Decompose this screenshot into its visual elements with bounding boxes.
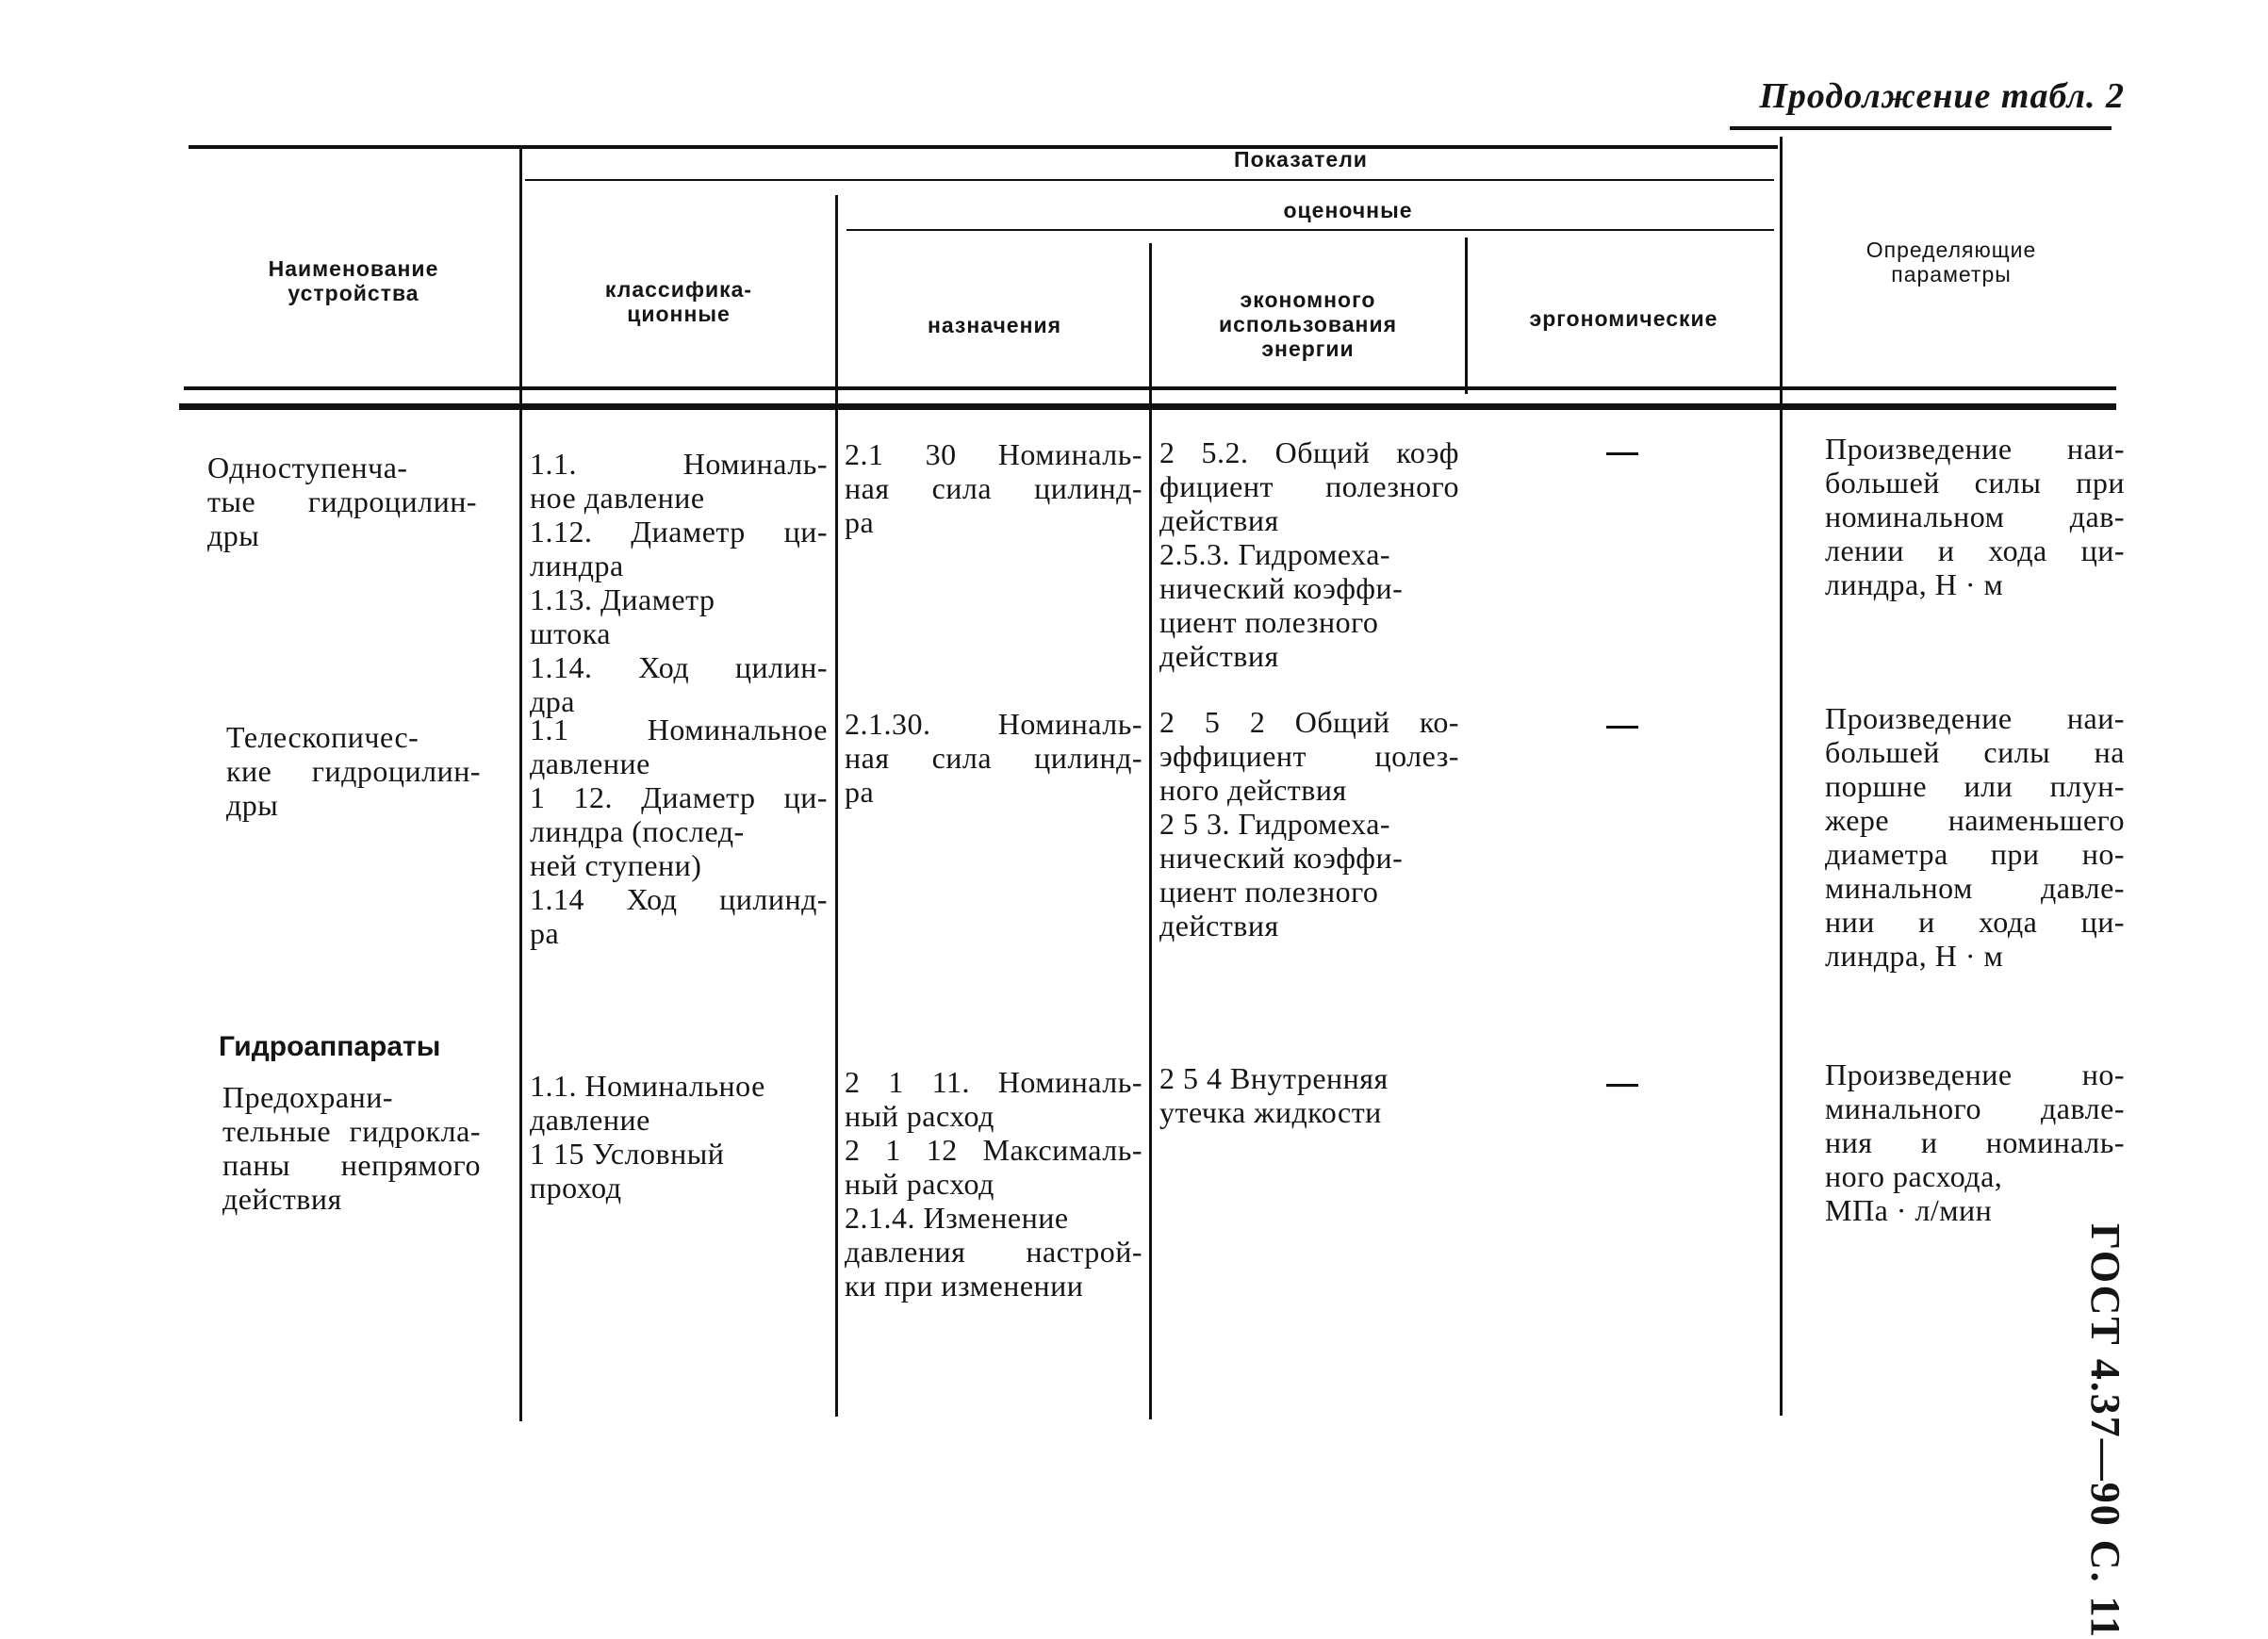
rule-evaluative — [846, 229, 1774, 231]
group-row-name — [222, 1080, 481, 1216]
row1-energy-line: 2 5.2. Общий коэф — [1159, 435, 1459, 469]
row1-class-line: ное давление — [530, 481, 705, 515]
row1-defining — [1825, 432, 2125, 601]
row1-class-line: 1.13. Диаметр — [530, 582, 715, 616]
group-class-line: проход — [530, 1171, 622, 1205]
group-row-defining — [1825, 1057, 2125, 1227]
header-defining-params: Определяющие параметры — [1865, 238, 2037, 287]
row2-purpose-line: ра — [845, 775, 875, 809]
group-title: Гидроаппараты — [219, 1031, 441, 1062]
group-class-line: давление — [530, 1103, 650, 1137]
group-name-line: действия — [222, 1182, 342, 1216]
group-purpose-line: 2.1.4. Изменение — [845, 1201, 1069, 1235]
group-energy-line: 2 5 4 Внутренняя — [1159, 1061, 1389, 1095]
row2-energy-line: циент полезного — [1159, 875, 1379, 909]
group-defining-line: ния и номиналь- — [1825, 1125, 2125, 1159]
header-device-name: Наименование устройства — [268, 256, 439, 305]
row2-class-line: линдра (послед- — [530, 814, 745, 848]
rule-top-right — [1730, 126, 2112, 130]
row2-name-line: дры — [226, 788, 279, 822]
row1-energy-line: действия — [1159, 639, 1279, 673]
row1-class-line: 1.14. Ход цилин- — [530, 650, 828, 684]
group-ergonomic-dash — [1606, 1084, 1638, 1087]
row2-class-line: 1.14 Ход цилинд- — [530, 882, 828, 916]
row2-class-line: 1.1 Номинальное — [530, 713, 828, 746]
group-name-line: тельные гидрокла- — [222, 1114, 481, 1148]
row1-purpose-line: 2.1 30 Номиналь- — [845, 437, 1142, 471]
header-evaluative: оценочные — [1283, 198, 1413, 222]
group-purpose-line: ный расход — [845, 1099, 994, 1133]
row2-classification — [530, 713, 828, 950]
row1-classification — [530, 447, 828, 718]
col-divider-4 — [1465, 238, 1468, 394]
row1-energy-line: фициент полезного — [1159, 469, 1459, 503]
row1-purpose-line: ная сила цилинд- — [845, 471, 1142, 505]
header-energy: экономного использования энергии — [1218, 287, 1398, 361]
row2-defining — [1825, 701, 2125, 973]
header-ergonomic: эргономические — [1529, 306, 1718, 331]
row2-energy-line: эффициент цолез- — [1159, 739, 1459, 773]
group-purpose-line: 2 1 12 Максималь- — [845, 1133, 1142, 1167]
col-divider-2 — [835, 195, 838, 1417]
row1-name-line: тые гидроцилин- — [207, 484, 477, 518]
group-row-classification — [530, 1069, 813, 1205]
group-purpose-line: ки при изменении — [845, 1269, 1084, 1303]
row2-energy — [1159, 705, 1459, 942]
row1-defining-line: линдра, Н · м — [1825, 567, 2004, 601]
row2-defining-line: линдра, Н · м — [1825, 939, 2004, 973]
row1-energy-line: 2.5.3. Гидромеха- — [1159, 537, 1391, 571]
row2-defining-line: диаметра при но- — [1825, 837, 2125, 871]
row1-energy-line: циент полезного — [1159, 605, 1379, 639]
rule-header-bottom-2 — [179, 403, 2116, 410]
row2-name-line: кие гидроцилин- — [226, 754, 481, 788]
rule-indicators — [525, 179, 1774, 181]
row2-class-line: 1 12. Диаметр ци- — [530, 780, 828, 814]
col-divider-5 — [1780, 137, 1783, 1416]
group-energy-line: утечка жидкости — [1159, 1095, 1382, 1129]
group-defining-line: МПа · л/мин — [1825, 1193, 1993, 1227]
row2-name — [226, 720, 481, 822]
row1-defining-line: номинальном дав- — [1825, 500, 2125, 533]
group-purpose-line: давления настрой- — [845, 1235, 1142, 1269]
row2-energy-line: 2 5 3. Гидромеха- — [1159, 807, 1391, 841]
col-divider-3 — [1149, 243, 1152, 1419]
row1-class-line: штока — [530, 616, 611, 650]
row1-purpose-line: ра — [845, 505, 875, 539]
row2-class-line: ра — [530, 916, 560, 950]
group-purpose-line: ный расход — [845, 1167, 994, 1201]
group-defining-line: минального давле- — [1825, 1091, 2125, 1125]
row2-defining-line: поршне или плун- — [1825, 769, 2125, 803]
row1-ergonomic-dash — [1606, 452, 1638, 455]
row1-defining-line: Произведение наи- — [1825, 432, 2125, 466]
group-name-line: паны непрямого — [222, 1148, 481, 1182]
row2-purpose-line: 2.1.30. Номиналь- — [845, 707, 1142, 741]
row2-purpose-line: ная сила цилинд- — [845, 741, 1142, 775]
row2-ergonomic-dash — [1606, 726, 1638, 729]
group-defining-line: ного расхода, — [1825, 1159, 2003, 1193]
row2-defining-line: минальном давле- — [1825, 871, 2125, 905]
row1-purpose — [845, 437, 1142, 539]
row2-energy-line: нический коэффи- — [1159, 841, 1404, 875]
row2-defining-line: нии и хода ци- — [1825, 905, 2125, 939]
header-indicators: Показатели — [1234, 147, 1368, 172]
group-class-line: 1 15 Условный — [530, 1137, 725, 1171]
row1-name-line: дры — [207, 518, 260, 552]
group-class-line: 1.1. Номинальное — [530, 1069, 765, 1103]
row1-class-line: 1.1. Номиналь- — [530, 447, 828, 481]
row1-energy-line: нический коэффи- — [1159, 571, 1404, 605]
group-row-purpose — [845, 1065, 1142, 1303]
row2-defining-line: Произведение наи- — [1825, 701, 2125, 735]
row2-energy-line: действия — [1159, 909, 1279, 942]
header-purpose: назначения — [927, 313, 1062, 337]
row1-energy — [1159, 435, 1459, 673]
row1-name — [207, 451, 477, 552]
group-defining-line: Произведение но- — [1825, 1057, 2125, 1091]
row1-name-line: Одноступенча- — [207, 451, 408, 484]
row1-defining-line: лении и хода ци- — [1825, 533, 2125, 567]
row2-defining-line: большей силы на — [1825, 735, 2125, 769]
row2-class-line: ней ступени) — [530, 848, 702, 882]
row1-class-line: линдра — [530, 549, 624, 582]
group-name-line: Предохрани- — [222, 1080, 393, 1114]
row2-defining-line: жере наименьшего — [1825, 803, 2125, 837]
row2-purpose — [845, 707, 1142, 809]
col-divider-1 — [519, 147, 522, 1421]
side-label-text: ГОСТ 4.37—90 С. 11 — [2082, 1223, 2128, 1639]
row1-energy-line: действия — [1159, 503, 1279, 537]
header-classification: классифика- ционные — [604, 277, 753, 326]
group-row-energy — [1159, 1061, 1442, 1129]
row2-class-line: давление — [530, 746, 650, 780]
row1-class-line: 1.12. Диаметр ци- — [530, 515, 828, 549]
continuation-label: Продолжение табл. 2 — [1759, 76, 2125, 116]
row2-energy-line: 2 5 2 Общий ко- — [1159, 705, 1459, 739]
row2-name-line: Телескопичес- — [226, 720, 419, 754]
group-purpose-line: 2 1 11. Номиналь- — [845, 1065, 1142, 1099]
row1-defining-line: большей силы при — [1825, 466, 2125, 500]
row1-class-line: дра — [530, 684, 575, 718]
row2-energy-line: ного действия — [1159, 773, 1347, 807]
